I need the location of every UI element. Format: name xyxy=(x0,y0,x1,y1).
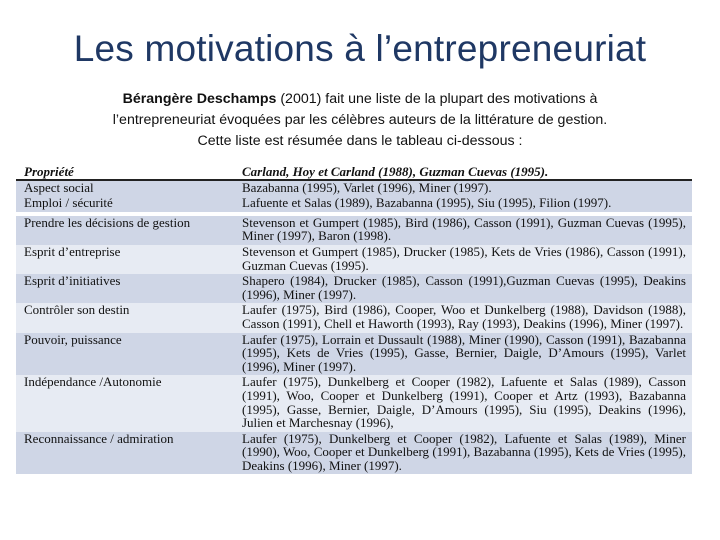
cell-property: Reconnaissance / admiration xyxy=(16,432,234,475)
cell-property: Contrôler son destin xyxy=(16,303,234,332)
header-authors: Carland, Hoy et Carland (1988), Guzman Cuevas (1995). xyxy=(234,164,692,180)
intro-line-2: l’entrepreneuriat évoquées par les célèbres auteurs de la littérature de gestion. xyxy=(112,112,608,128)
cell-authors: Laufer (1975), Bird (1986), Cooper, Woo et Dunkelberg (1988), Davidson (1988), Casson (1991), Chell et Haworth (1993), Ray (1993), Deakins (1996), Miner (1997). xyxy=(234,303,692,332)
cell-authors: Lafuente et Salas (1989), Bazabanna (1995), Siu (1995), Filion (1997). xyxy=(234,196,692,214)
cell-authors: Bazabanna (1995), Varlet (1996), Miner (1997). xyxy=(234,180,692,197)
cell-property: Esprit d’entreprise xyxy=(16,245,234,274)
table-row xyxy=(16,245,692,274)
cell-authors: Laufer (1975), Dunkelberg et Cooper (1982), Lafuente et Salas (1989), Miner (1990), Woo, Cooper et Dunkelberg (1991), Bazabanna (1995), Kets de Vries (1995), Deakins (1996), Miner (1997). xyxy=(234,432,692,475)
cell-property: Prendre les décisions de gestion xyxy=(16,214,234,245)
intro-line-1-rest: (2001) fait une liste de la plupart des motivations à xyxy=(276,91,598,107)
cell-authors: Stevenson et Gumpert (1985), Bird (1986), Casson (1991), Guzman Cuevas (1995), Miner (1997), Baron (1998). xyxy=(234,214,692,245)
motivations-table xyxy=(16,164,692,540)
cell-property: Aspect social xyxy=(16,180,234,197)
cell-authors: Laufer (1975), Dunkelberg et Cooper (1982), Lafuente et Salas (1989), Casson (1991), Woo, Cooper et Dunkelberg (1991), Cooper et Artz (1993), Bazabanna (1995), Gasse, Bernier, Daigle, D’Amours (1995), Siu (1995), Deakins (1996), Julien et Marchesnay (1996), xyxy=(234,375,692,431)
table-row xyxy=(16,274,692,303)
intro-author: Bérangère Deschamps xyxy=(122,91,277,107)
intro-paragraph xyxy=(40,89,680,152)
table-row xyxy=(16,180,692,197)
table-row xyxy=(16,333,692,376)
table-row xyxy=(16,303,692,332)
table-row xyxy=(16,432,692,475)
cell-property: Emploi / sécurité xyxy=(16,196,234,214)
table-row xyxy=(16,375,692,431)
table-row xyxy=(16,214,692,245)
table-header-row xyxy=(16,164,692,180)
cell-authors: Stevenson et Gumpert (1985), Drucker (1985), Kets de Vries (1986), Casson (1991), Guzman Cuevas (1995). xyxy=(234,245,692,274)
cell-authors: Shapero (1984), Drucker (1985), Casson (1991),Guzman Cuevas (1995), Deakins (1996), Miner (1997). xyxy=(234,274,692,303)
slide-title: Les motivations à l’entrepreneuriat xyxy=(73,28,647,69)
header-property: Propriété xyxy=(16,164,234,180)
intro-line-1 xyxy=(40,89,680,110)
cell-property: Indépendance /Autonomie xyxy=(16,375,234,431)
intro-line-3: Cette liste est résumée dans le tableau ci-dessous : xyxy=(197,133,523,149)
cell-property: Esprit d’initiatives xyxy=(16,274,234,303)
table-row xyxy=(16,196,692,214)
cell-property: Pouvoir, puissance xyxy=(16,333,234,376)
cell-authors: Laufer (1975), Lorrain et Dussault (1988), Miner (1990), Casson (1991), Bazabanna (1995), Kets de Vries (1995), Gasse, Bernier, Daigle, D’Amours (1995), Varlet (1996), Miner (1997). xyxy=(234,333,692,376)
